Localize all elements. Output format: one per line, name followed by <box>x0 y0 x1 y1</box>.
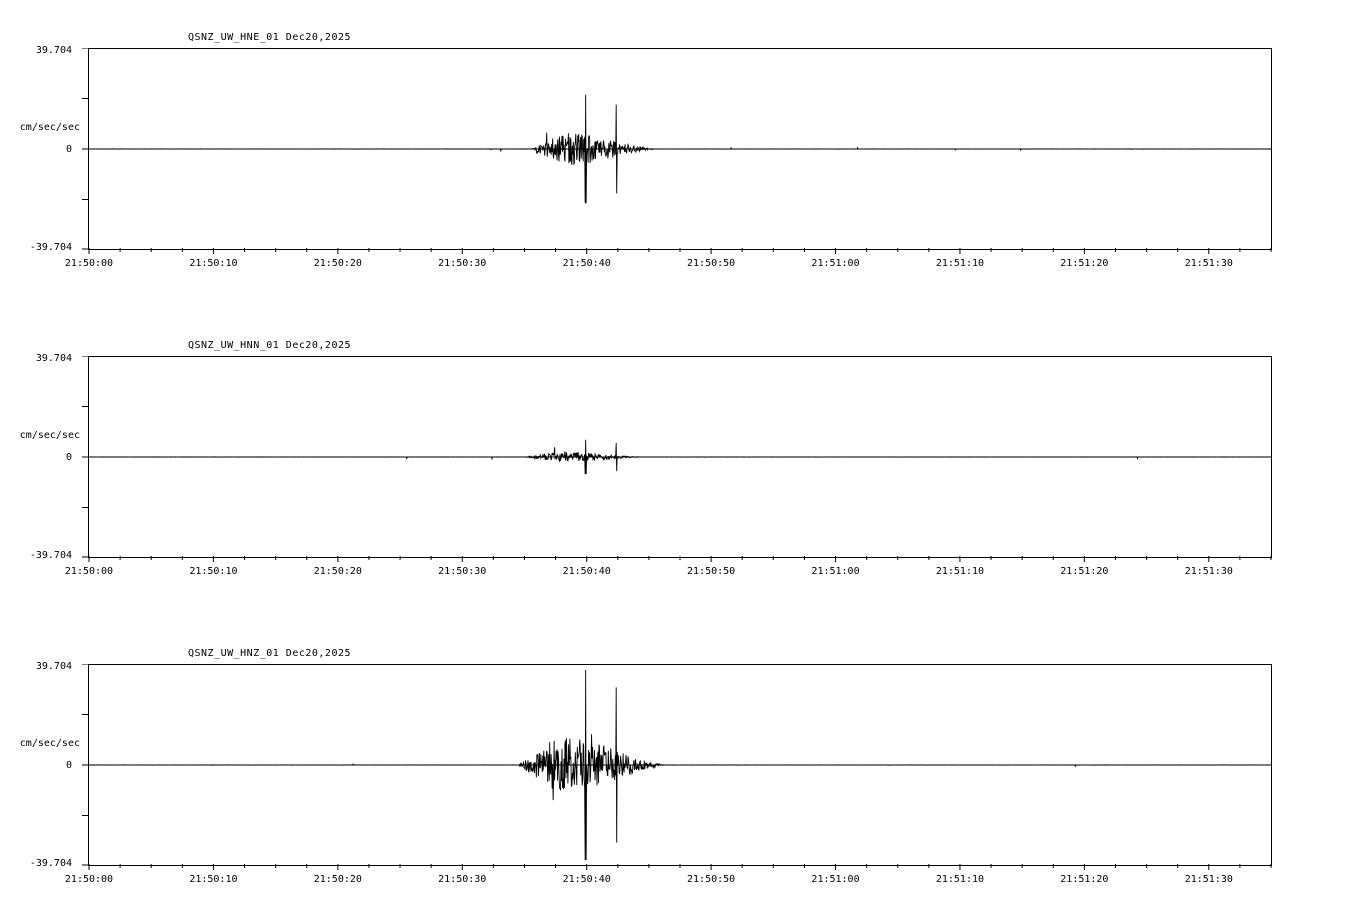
seismogram-panel-hnz <box>0 616 1358 916</box>
x-axis-tick-label: 21:51:20 <box>1060 566 1109 577</box>
y-axis-max-label: 39.704 <box>35 661 72 672</box>
x-axis-tick-label: 21:51:20 <box>1060 258 1109 269</box>
x-axis-tick-label: 21:50:40 <box>562 258 611 269</box>
waveform-trace <box>89 357 1271 557</box>
y-axis-units-label: cm/sec/sec <box>19 738 80 749</box>
x-axis-tick-label: 21:51:30 <box>1184 874 1233 885</box>
x-axis-tick-label: 21:51:00 <box>811 258 860 269</box>
y-axis-zero-label: 0 <box>65 144 72 155</box>
x-axis-tick-label: 21:51:10 <box>935 566 985 577</box>
x-axis-tick-label: 21:51:00 <box>811 566 860 577</box>
plot-area <box>88 48 1272 250</box>
x-axis-tick-label: 21:51:30 <box>1184 258 1233 269</box>
x-axis-tick-label: 21:51:20 <box>1060 874 1109 885</box>
panel-title: QSNZ_UW_HNZ_01 Dec20,2025 <box>188 648 352 659</box>
y-axis-ticks <box>81 664 91 866</box>
waveform-path <box>89 95 1271 204</box>
y-axis-max-label: 39.704 <box>35 353 72 364</box>
plot-area <box>88 664 1272 866</box>
waveform-path <box>89 440 1271 475</box>
x-axis-tick-label: 21:50:10 <box>189 258 238 269</box>
y-axis-ticks <box>81 48 91 250</box>
x-axis-tick-label: 21:50:20 <box>313 566 362 577</box>
seismogram-panel-hnn <box>0 308 1358 608</box>
y-axis-ticks <box>81 356 91 558</box>
x-axis-ticks <box>88 864 1272 874</box>
y-axis-zero-label: 0 <box>65 760 72 771</box>
x-axis-tick-label: 21:50:50 <box>687 566 736 577</box>
x-axis-tick-label: 21:50:40 <box>562 874 611 885</box>
x-axis-tick-label: 21:50:20 <box>313 874 362 885</box>
y-axis-min-label: -39.704 <box>29 550 72 561</box>
x-axis-ticks <box>88 556 1272 566</box>
x-axis-tick-label: 21:51:30 <box>1184 566 1233 577</box>
y-axis-zero-label: 0 <box>65 452 72 463</box>
y-axis-max-label: 39.704 <box>35 45 72 56</box>
waveform-trace <box>89 49 1271 249</box>
x-axis-tick-label: 21:50:00 <box>64 258 114 269</box>
x-axis-tick-label: 21:50:00 <box>64 874 114 885</box>
x-axis-tick-label: 21:50:20 <box>313 258 362 269</box>
x-axis-ticks <box>88 248 1272 258</box>
plot-area <box>88 356 1272 558</box>
panel-title: QSNZ_UW_HNE_01 Dec20,2025 <box>188 32 352 43</box>
seismogram-panel-hne <box>0 0 1358 300</box>
x-axis-tick-label: 21:50:10 <box>189 566 238 577</box>
x-axis-tick-label: 21:50:40 <box>562 566 611 577</box>
waveform-trace <box>89 665 1271 865</box>
y-axis-units-label: cm/sec/sec <box>19 430 80 441</box>
x-axis-tick-label: 21:50:50 <box>687 258 736 269</box>
x-axis-tick-label: 21:51:10 <box>935 258 985 269</box>
waveform-path <box>89 670 1271 860</box>
y-axis-min-label: -39.704 <box>29 242 72 253</box>
panel-title: QSNZ_UW_HNN_01 Dec20,2025 <box>188 340 352 351</box>
x-axis-tick-label: 21:50:30 <box>438 258 487 269</box>
x-axis-tick-label: 21:50:00 <box>64 566 114 577</box>
x-axis-tick-label: 21:51:00 <box>811 874 860 885</box>
x-axis-tick-label: 21:50:30 <box>438 566 487 577</box>
x-axis-tick-label: 21:50:10 <box>189 874 238 885</box>
y-axis-min-label: -39.704 <box>29 858 72 869</box>
x-axis-tick-label: 21:50:30 <box>438 874 487 885</box>
x-axis-tick-label: 21:50:50 <box>687 874 736 885</box>
x-axis-tick-label: 21:51:10 <box>935 874 985 885</box>
y-axis-units-label: cm/sec/sec <box>19 122 80 133</box>
